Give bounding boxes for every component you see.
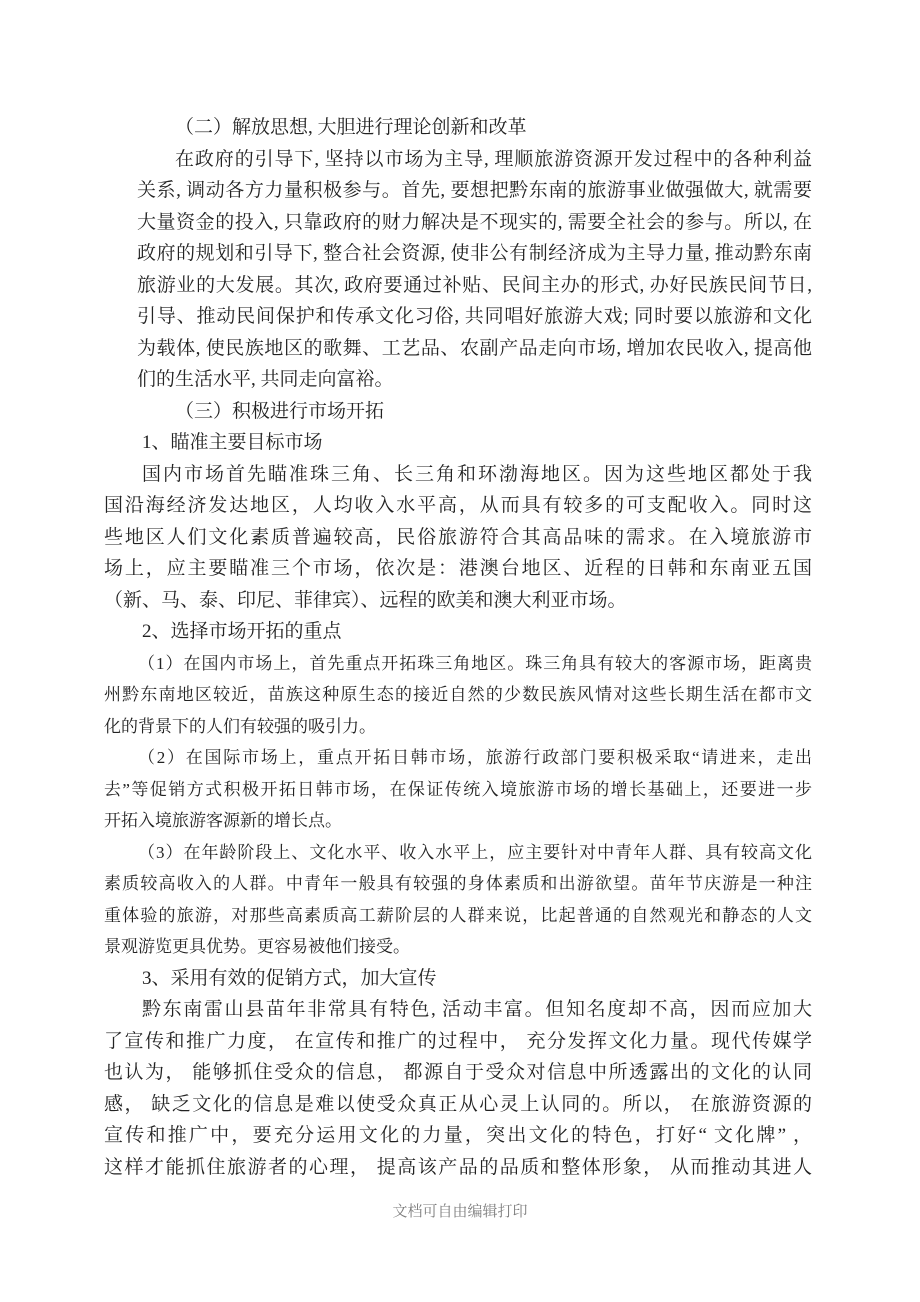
text-line: 景观游览更具优势。更容易被他们接受。 xyxy=(104,937,410,956)
text-line: 也认为， 能够抓住受众的信息， 都源自于受众对信息中所透露出的文化的认同 xyxy=(104,1062,812,1083)
paragraph xyxy=(104,648,812,743)
paragraph xyxy=(104,742,812,837)
text-line: 重体验的旅游，对那些高素质高工薪阶层的人群来说，比起普通的自然观光和静态的人文 xyxy=(104,905,812,925)
text-line: 大量资金的投入, 只靠政府的财力解决是不现实的, 需要全社会的参与。所以, 在 xyxy=(137,211,812,233)
text-line: 些地区人们文化素质普遍较高，民俗旅游符合其高品味的需求。在入境旅游市 xyxy=(104,526,812,548)
text-line: 关系, 调动各方力量积极参与。首先, 要想把黔东南的旅游事业做强做大, 就需要 xyxy=(137,180,812,201)
heading xyxy=(137,396,812,428)
text-line: 在政府的引导下, 坚持以市场为主导, 理顺旅游资源开发过程中的各种利益 xyxy=(175,148,812,170)
text-line: 政府的规划和引导下, 整合社会资源, 使非公有制经济成为主导力量, 推动黔东南 xyxy=(137,243,812,264)
text-line: （3）在年龄阶段上、文化水平、收入水平上，应主要针对中青年人群、具有较高文化 xyxy=(138,842,812,862)
text-line: 旅游业的大发展。其次, 政府要通过补贴、民间主办的形式, 办好民族民间节日, xyxy=(137,274,812,296)
text-line: 素质较高收入的人群。中青年一般具有较强的身体素质和出游欲望。苗年节庆游是一种注 xyxy=(104,874,812,893)
text-line: 1、瞄准主要目标市场 xyxy=(142,432,323,453)
paragraph xyxy=(137,144,812,396)
heading xyxy=(104,963,812,995)
text-line: 黔东南雷山县苗年非常具有特色, 活动丰富。但知名度却不高，因而应加大 xyxy=(142,999,812,1020)
text-line: 开拓入境旅游客源新的增长点。 xyxy=(104,811,342,830)
footer-note: 文档可自由编辑打印 xyxy=(392,1203,528,1220)
paragraph xyxy=(104,459,812,617)
text-line: 化的背景下的人们有较强的吸引力。 xyxy=(104,716,376,736)
text-line: （新、马、泰、印尼、菲律宾）、远程的欧美和澳大利亚市场。 xyxy=(104,589,627,611)
text-line: 场上，应主要瞄准三个市场，依次是：港澳台地区、近程的日韩和东南亚五国 xyxy=(104,558,812,579)
heading xyxy=(104,616,812,648)
text-line: 这样才能抓住旅游者的心理， 提高该产品的品质和整体形象， 从而推动其进人 xyxy=(104,1156,812,1178)
text-line: 州黔东南地区较近，苗族这种原生态的接近自然的少数民族风情对这些长期生活在都市文 xyxy=(104,685,812,704)
text-line: （1）在国内市场上，首先重点开拓珠三角地区。珠三角具有较大的客源市场，距离贵 xyxy=(138,653,812,673)
text-line: 为载体, 使民族地区的歌舞、工艺品、农副产品走向市场, 增加农民收入, 提高他 xyxy=(137,337,812,359)
text-line: 3、采用有效的促销方式，加大宣传 xyxy=(142,967,437,989)
paragraph xyxy=(104,837,812,963)
heading xyxy=(104,427,812,459)
text-line: 去”等促销方式积极开拓日韩市场，在保证传统入境旅游市场的增长基础上，还要进一步 xyxy=(104,779,812,799)
text-line: 2、选择市场开拓的重点 xyxy=(142,621,342,642)
text-line: 国沿海经济发达地区，人均收入水平高，从而具有较多的可支配收入。同时这 xyxy=(104,495,812,516)
text-line: 宣传和推广中，要充分运用文化的力量，突出文化的特色，打好“ 文化牌” ， xyxy=(104,1125,812,1146)
text-line: （2）在国际市场上，重点开拓日韩市场，旅游行政部门要积极采取“请进来，走出 xyxy=(138,748,812,767)
text-line: （三）积极进行市场开拓 xyxy=(175,400,385,422)
text-line: 感， 缺乏文化的信息是难以使受众真正从心灵上认同的。所以， 在旅游资源的 xyxy=(104,1093,812,1115)
paragraph xyxy=(104,994,812,1183)
text-line: 们的生活水平, 共同走向富裕。 xyxy=(137,369,394,390)
text-line: 引导、推动民间保护和传承文化习俗, 共同唱好旅游大戏; 同时要以旅游和文化 xyxy=(137,306,812,327)
text-line: 国内市场首先瞄准珠三角、长三角和环渤海地区。因为这些地区都处于我 xyxy=(142,463,812,485)
document-content xyxy=(104,112,812,1183)
heading xyxy=(137,112,812,144)
text-line: （二）解放思想, 大胆进行理论创新和改革 xyxy=(175,117,527,138)
text-line: 了宣传和推广力度， 在宣传和推广的过程中， 充分发挥文化力量。现代传媒学 xyxy=(104,1030,812,1052)
